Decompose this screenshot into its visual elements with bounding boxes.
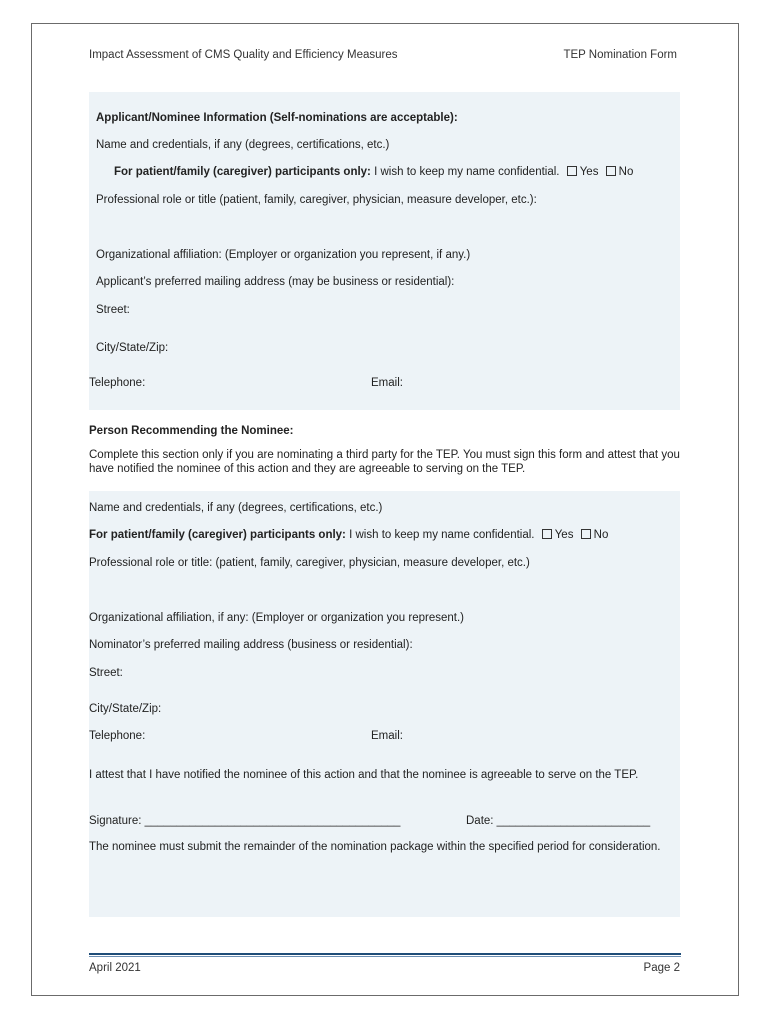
yes-label: Yes [579, 166, 599, 178]
applicant-org-label: Organizational affiliation: (Employer or organization you represent, if any.) [96, 249, 471, 261]
no-label: No [618, 166, 634, 178]
recommender-email-label: Email: [371, 730, 403, 742]
confidential-text: I wish to keep my name confidential. [349, 529, 535, 541]
confidential-text: I wish to keep my name confidential. [374, 166, 560, 178]
no-checkbox[interactable] [606, 166, 616, 176]
recommender-role-label: Professional role or title: (patient, family, caregiver, physician, measure developer, etc.) [89, 557, 530, 569]
recommender-confidential-row [89, 528, 608, 542]
no-checkbox[interactable] [581, 529, 591, 539]
applicant-name-label: Name and credentials, if any (degrees, certifications, etc.) [96, 139, 390, 151]
recommender-name-label: Name and credentials, if any (degrees, certifications, etc.) [89, 502, 383, 514]
applicant-street-label: Street: [96, 304, 130, 316]
recommender-org-label: Organizational affiliation, if any: (Employer or organization you represent.) [89, 612, 465, 624]
recommender-street-label: Street: [89, 667, 123, 679]
applicant-address-label: Applicant’s preferred mailing address (may be business or residential): [96, 276, 455, 288]
no-label: No [593, 529, 609, 541]
applicant-heading: Applicant/Nominee Information (Self-nominations are acceptable): [96, 112, 458, 124]
recommender-instructions: Complete this section only if you are nominating a third party for the TEP. You must sign this form and attest that you have notified the nominee of this action and they are agreeable to serving on the TEP. [89, 449, 680, 475]
recommender-telephone-label: Telephone: [89, 730, 146, 742]
recommender-heading: Person Recommending the Nominee: [89, 425, 294, 437]
applicant-telephone-label: Telephone: [89, 377, 146, 389]
yes-label: Yes [554, 529, 574, 541]
form-title: TEP Nomination Form [563, 49, 677, 61]
date-field[interactable]: Date: ________________________ [466, 815, 651, 827]
page-number: Page 2 [643, 962, 680, 974]
recommender-city-label: City/State/Zip: [89, 703, 162, 715]
document-title: Impact Assessment of CMS Quality and Efficiency Measures [89, 49, 398, 61]
attestation-text: I attest that I have notified the nominee of this action and that the nominee is agreeable to serve on the TEP. [89, 769, 639, 781]
applicant-confidential-row [114, 165, 633, 179]
confidential-bold-label: For patient/family (caregiver) participants only: [114, 166, 371, 178]
footer-date: April 2021 [89, 962, 141, 974]
footer-rule-thin [89, 956, 681, 957]
yes-checkbox[interactable] [542, 529, 552, 539]
yes-checkbox[interactable] [567, 166, 577, 176]
closing-text: The nominee must submit the remainder of the nomination package within the specified period for consideration. [89, 841, 661, 853]
applicant-role-label: Professional role or title (patient, family, caregiver, physician, measure developer, etc.): [96, 194, 537, 206]
applicant-city-label: City/State/Zip: [96, 342, 169, 354]
footer-rule [89, 953, 681, 955]
signature-field[interactable]: Signature: ________________________________________ [89, 815, 401, 827]
applicant-email-label: Email: [371, 377, 403, 389]
recommender-address-label: Nominator’s preferred mailing address (business or residential): [89, 639, 413, 651]
confidential-bold-label: For patient/family (caregiver) participants only: [89, 529, 346, 541]
